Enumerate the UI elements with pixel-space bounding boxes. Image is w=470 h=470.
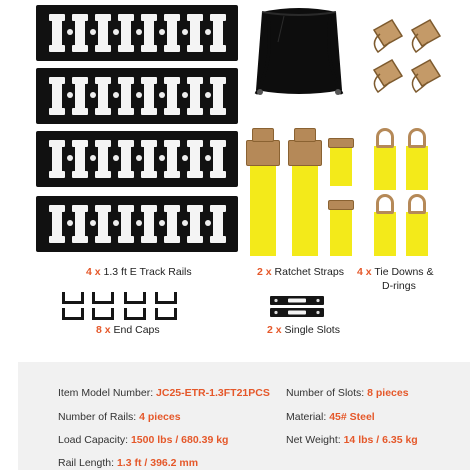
rail-slot <box>213 140 223 178</box>
rail-bolt-hole <box>113 220 119 226</box>
rail-bolt-hole <box>159 92 165 98</box>
caption-straps <box>257 266 344 278</box>
rail-slot <box>190 140 200 178</box>
rail-bolt-hole <box>182 155 188 161</box>
rail-slot <box>213 77 223 115</box>
rail-slot <box>190 77 200 115</box>
e-track-rail <box>36 131 238 187</box>
e-track-rail <box>36 68 238 124</box>
caption-label: End Caps <box>113 324 160 336</box>
rail-slot <box>190 14 200 52</box>
spec-value: 1.3 ft / 396.2 mm <box>116 457 199 469</box>
e-track-rail <box>36 196 238 252</box>
rail-bolt-hole <box>113 92 119 98</box>
spec-label: Item Model Number: <box>58 387 154 399</box>
spec-material <box>286 411 375 423</box>
rail-bolt-hole <box>205 220 211 226</box>
rail-bolt-hole <box>67 29 73 35</box>
rail-slot <box>121 77 131 115</box>
spec-value: JC25-ETR-1.3FT21PCS <box>156 387 270 399</box>
rail-slot <box>121 14 131 52</box>
rail-bolt-hole <box>205 29 211 35</box>
rail-bolt-hole <box>90 220 96 226</box>
rail-bolt-hole <box>136 92 142 98</box>
rail-slot <box>144 140 154 178</box>
d-ring-icon-group <box>364 12 464 98</box>
e-track-rail <box>36 5 238 61</box>
spec-value: 8 pieces <box>367 387 409 399</box>
caption-label: Single Slots <box>284 324 340 336</box>
rail-bolt-hole <box>90 29 96 35</box>
caption-tiedowns <box>357 266 433 278</box>
rail-bolt-hole <box>136 29 142 35</box>
rail-bolt-hole <box>159 29 165 35</box>
rail-slot <box>190 205 200 243</box>
rail-slot <box>167 14 177 52</box>
spec-num-rails <box>58 411 181 423</box>
rail-bolt-hole <box>205 92 211 98</box>
caption-qty: 2 x <box>267 324 282 336</box>
rail-bolt-hole <box>136 220 142 226</box>
rail-slot <box>52 205 62 243</box>
rail-bolt-hole <box>159 220 165 226</box>
spec-weight <box>286 434 418 446</box>
spec-value: 1500 lbs / 680.39 kg <box>130 434 229 446</box>
caption-slots <box>267 324 340 336</box>
rail-bolt-hole <box>90 155 96 161</box>
single-slot-icon-group <box>268 294 326 320</box>
spec-value: 4 pieces <box>139 411 181 423</box>
rail-bolt-hole <box>90 92 96 98</box>
rail-slot <box>167 77 177 115</box>
spec-num-slots <box>286 387 409 399</box>
spec-label: Load Capacity: <box>58 434 129 446</box>
caption-qty: 2 x <box>257 266 272 278</box>
caption-label: 1.3 ft E Track Rails <box>103 266 192 278</box>
rail-bolt-hole <box>182 29 188 35</box>
rail-slot <box>98 77 108 115</box>
rail-slot <box>52 140 62 178</box>
caption-qty: 4 x <box>86 266 101 278</box>
caption-label: Tie Downs & <box>374 266 434 278</box>
rail-bolt-hole <box>67 220 73 226</box>
spec-label: Number of Rails: <box>58 411 137 423</box>
spec-label: Net Weight: <box>286 434 341 446</box>
rail-slot <box>121 140 131 178</box>
spec-label: Material: <box>286 411 327 423</box>
rail-slot <box>75 14 85 52</box>
rail-slot <box>144 14 154 52</box>
rail-slot <box>213 14 223 52</box>
spec-label: Number of Slots: <box>286 387 365 399</box>
rail-slot <box>75 205 85 243</box>
rail-bolt-hole <box>67 155 73 161</box>
rail-slot <box>98 14 108 52</box>
rail-slot <box>98 205 108 243</box>
caption-tiedowns-line2: D-rings <box>382 280 416 292</box>
caption-qty: 8 x <box>96 324 111 336</box>
rail-bolt-hole <box>205 155 211 161</box>
rail-slot <box>75 140 85 178</box>
rail-bolt-hole <box>182 220 188 226</box>
caption-label: Ratchet Straps <box>274 266 344 278</box>
rail-bolt-hole <box>159 155 165 161</box>
rail-slot <box>98 140 108 178</box>
rail-slot <box>75 77 85 115</box>
caption-endcaps <box>96 324 160 336</box>
spec-length <box>58 457 198 469</box>
rail-bolt-hole <box>113 155 119 161</box>
rail-bolt-hole <box>113 29 119 35</box>
rail-bolt-hole <box>182 92 188 98</box>
rail-slot <box>121 205 131 243</box>
caption-qty: 4 x <box>357 266 372 278</box>
rail-bolt-hole <box>67 92 73 98</box>
rail-slot <box>144 77 154 115</box>
spec-load <box>58 434 228 446</box>
spec-label: Rail Length: <box>58 457 115 469</box>
rail-slot <box>52 77 62 115</box>
spec-value: 45# Steel <box>329 411 375 423</box>
spec-model <box>58 387 270 399</box>
spec-value: 14 lbs / 6.35 kg <box>343 434 418 446</box>
rail-slot <box>144 205 154 243</box>
rail-slot <box>52 14 62 52</box>
rail-bolt-hole <box>136 155 142 161</box>
caption-rails <box>86 266 192 278</box>
drawstring-bag-icon <box>238 2 360 104</box>
rail-slot <box>167 140 177 178</box>
rail-slot <box>167 205 177 243</box>
rail-slot <box>213 205 223 243</box>
